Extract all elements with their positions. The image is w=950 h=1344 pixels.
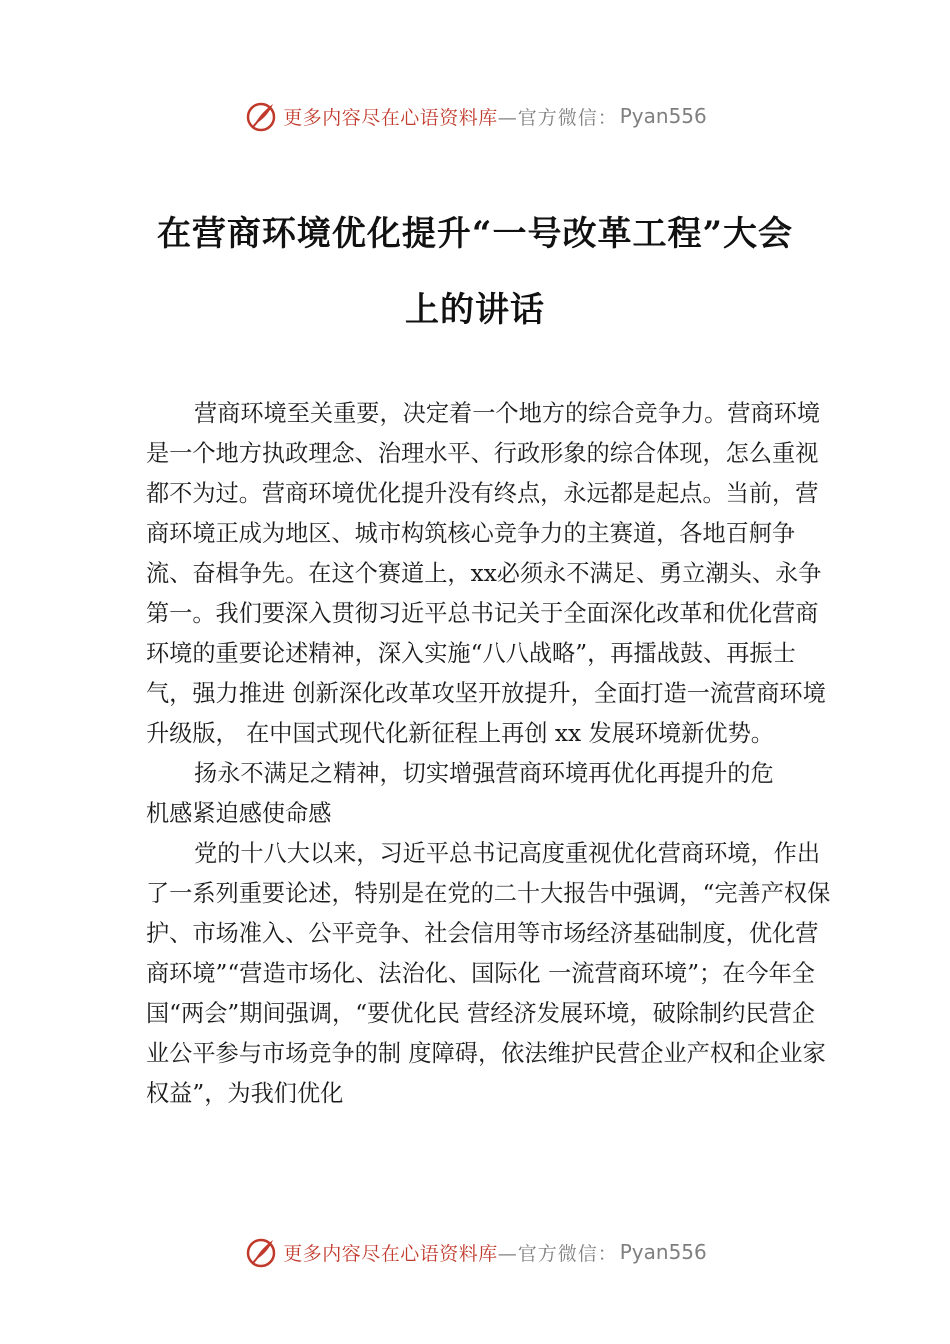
watermark-wechat-id: Pyan556 [619,1240,707,1264]
header-watermark [0,96,950,136]
footer-watermark [0,1232,950,1272]
body-paragraph-1: 营商环境至关重要，决定着一个地方的综合竞争力。营商环境是一个地方执政理念、治理水平、行政形象的综合体现，怎么重视都不为过。营商环境优化提升没有终点，永远都是起点。当前，营商环境正成为地区、城市构筑核心竞争力的主赛道，各地百舸争流、奋楫争先。在这个赛道上，xx必须永不满足、勇立潮头、永争第一。我们要深入贯彻习近平总书记关于全面深化改革和优化营商环境的重要论述精神，深入实施“八八战略”，再擂战鼓、再振士气，强力推进 创新深化改革攻坚开放提升，全面打造一流营商环境升级版， 在中国式现代化新征程上再创 xx 发展环境新优势。 [146,400,826,747]
watermark-site-text: 更多内容尽在心语资料库 [283,106,498,129]
watermark-wechat-label: —官方微信： [497,1242,618,1265]
document-title: 在营商环境优化提升“一号改革工程”大会上的讲话 [156,214,794,330]
document-body [146,394,832,1114]
quill-logo-icon [243,98,279,134]
body-paragraph-2: 党的十八大以来，习近平总书记高度重视优化营商环境，作出了一系列重要论述，特别是在党的二十大报告中强调，“完善产权保护、市场准入、公平竞争、社会信用等市场经济基础制度，优化营商环境”“营造市场化、法治化、国际化 一流营商环境”；在今年全国“两会”期间强调，“要优化民 营经济发展环境，破除制约民营企业公平参与市场竞争的制 度障碍，依法维护民营企业产权和企业家权益”，为我们优化 [146,840,831,1107]
section-heading: 扬永不满足之精神，切实增强营商环境再优化再提升的危机感紧迫感使命感 [146,760,774,827]
watermark-wechat-id: Pyan556 [619,104,707,128]
watermark-wechat-label: —官方微信： [497,106,618,129]
quill-logo-icon [243,1234,279,1270]
watermark-site-text: 更多内容尽在心语资料库 [283,1242,498,1265]
